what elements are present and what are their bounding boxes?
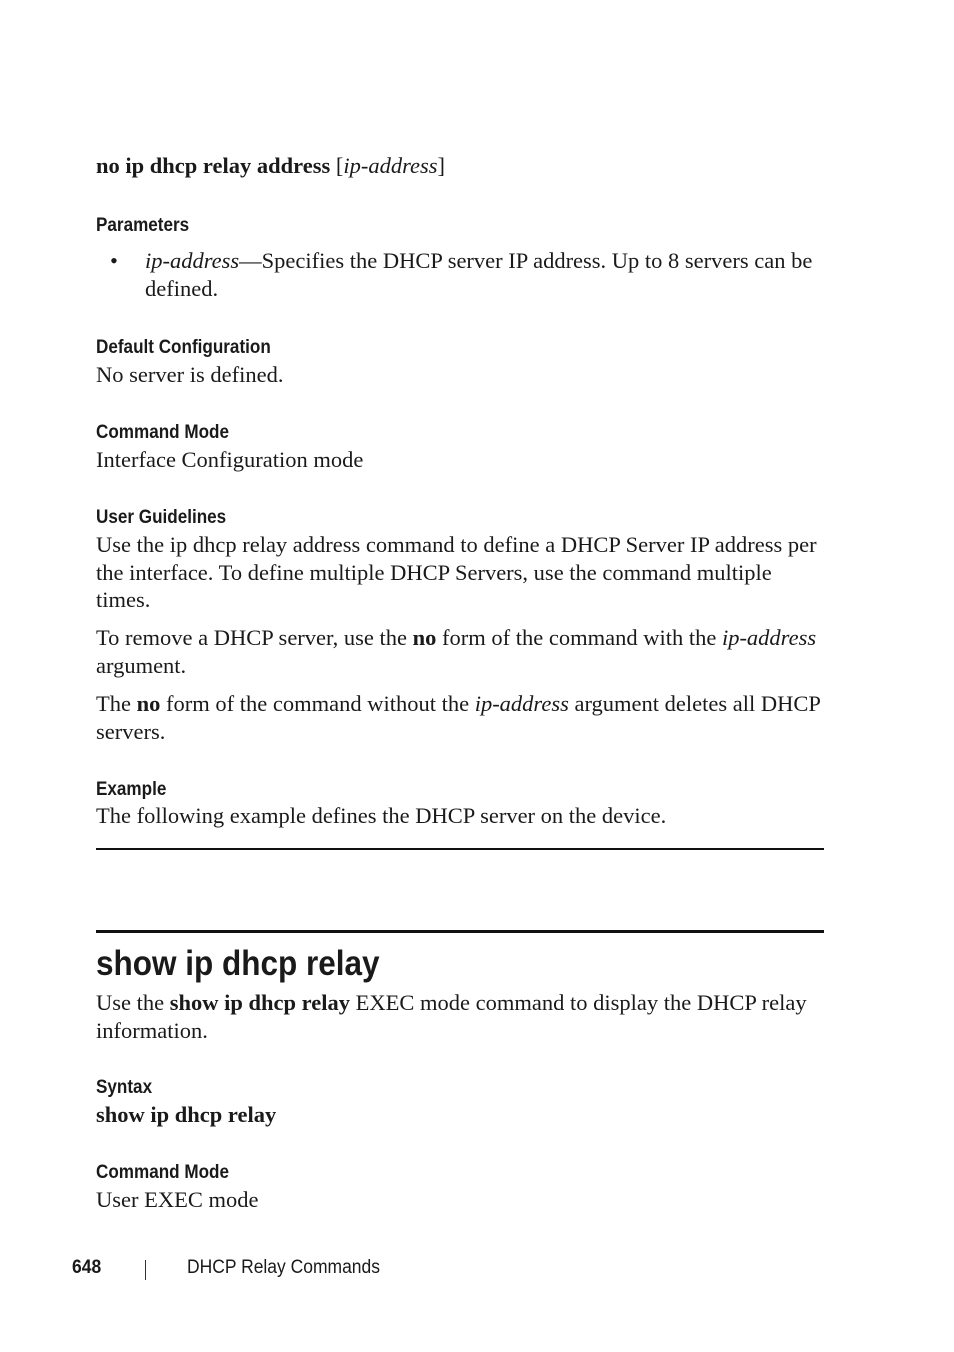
- text-run: EXEC mode command to display the DHCP relay information.: [96, 990, 807, 1043]
- command-mode-heading: Command Mode: [96, 422, 230, 443]
- user-guidelines-paragraph-2: [96, 624, 824, 679]
- syntax-text: show ip dhcp relay: [96, 1102, 277, 1127]
- command-mode-text: Interface Configuration mode: [96, 447, 364, 472]
- command-name: show ip dhcp relay: [169, 990, 350, 1015]
- user-guidelines-heading: User Guidelines: [96, 507, 227, 528]
- section-intro: [96, 989, 824, 1044]
- parameter-description: —Specifies the DHCP server IP address. Up to 8 servers can be defined.: [145, 248, 813, 301]
- parameter-name: ip-address: [145, 248, 240, 273]
- text-run: The: [96, 691, 137, 716]
- argument-name: ip-address: [474, 691, 569, 716]
- section-end-rule: [96, 848, 824, 850]
- text-run: argument deletes all DHCP servers.: [96, 691, 821, 744]
- text-run: form of the command with the: [436, 625, 722, 650]
- command-argument: ip-address: [343, 153, 438, 178]
- default-configuration-heading: Default Configuration: [96, 337, 271, 358]
- parameter-item: [145, 247, 825, 302]
- user-guidelines-paragraph-3: [96, 690, 824, 745]
- section-title: show ip dhcp relay: [96, 944, 380, 983]
- close-bracket: ]: [437, 153, 446, 178]
- command-mode-heading: Command Mode: [96, 1162, 230, 1183]
- no-keyword: no: [412, 625, 437, 650]
- parameters-heading: Parameters: [96, 215, 190, 236]
- no-keyword: no: [136, 691, 161, 716]
- text-run: form of the command without the: [160, 691, 475, 716]
- argument-name: ip-address: [721, 625, 817, 650]
- text-run: argument.: [96, 652, 187, 678]
- bullet-marker: •: [110, 248, 118, 273]
- default-configuration-text: No server is defined.: [96, 362, 284, 387]
- example-heading: Example: [96, 779, 167, 800]
- syntax-heading: Syntax: [96, 1077, 153, 1098]
- chapter-title: DHCP Relay Commands: [187, 1257, 380, 1278]
- command-mode-text: User EXEC mode: [96, 1187, 259, 1212]
- footer-separator: [145, 1260, 146, 1280]
- section-title-rule: [96, 930, 824, 933]
- command-syntax: [96, 152, 445, 180]
- text-run: Use the: [96, 990, 170, 1015]
- open-bracket: [: [330, 153, 344, 178]
- text-run: To remove a DHCP server, use the: [96, 625, 413, 650]
- example-text: The following example defines the DHCP server on the device.: [96, 803, 667, 828]
- page-number: 648: [72, 1257, 102, 1278]
- user-guidelines-paragraph-1: Use the ip dhcp relay address command to define a DHCP Server IP address per the interface. To define multiple DHCP Servers, use the command multiple times.: [96, 532, 817, 612]
- command-keyword: no ip dhcp relay address: [96, 153, 331, 178]
